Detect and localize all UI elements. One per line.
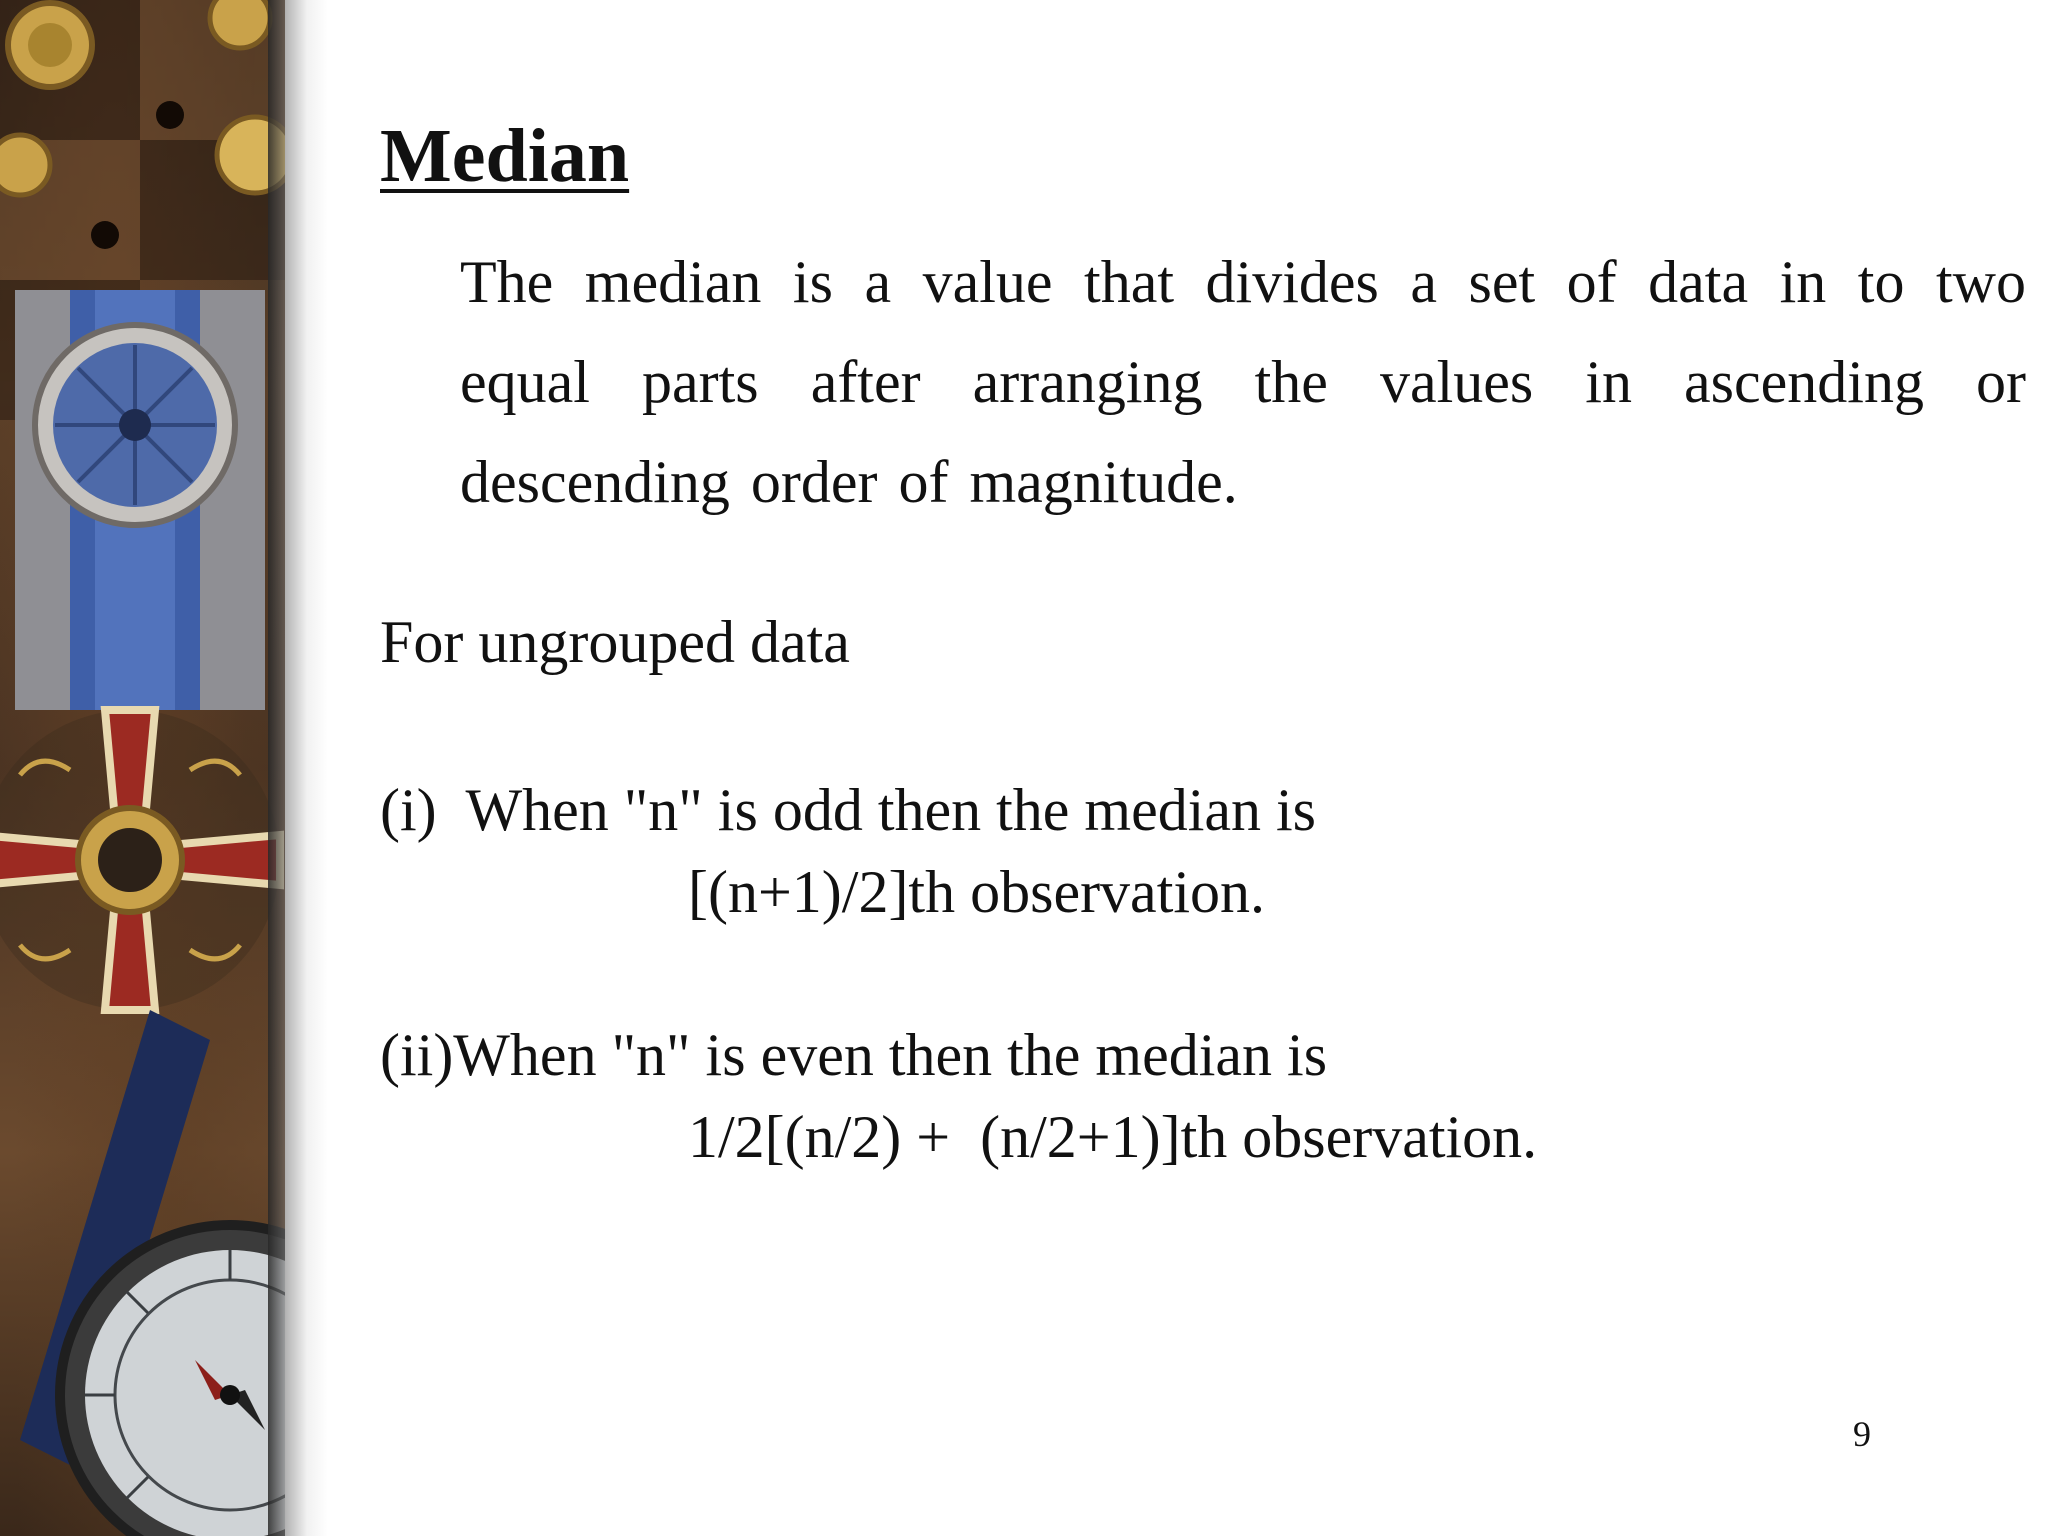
page-number: 9 [1853, 1414, 1871, 1454]
even-case-text: (ii)When "n" is even then the median is [380, 1022, 1328, 1088]
collage-illustration [0, 0, 285, 1536]
ungrouped-data-heading: For ungrouped data [380, 609, 850, 675]
image-edge-shadow [268, 0, 328, 1536]
odd-case-text: (i) When "n" is odd then the median is [380, 777, 1317, 843]
medal-compass-collage-image [0, 0, 285, 1536]
even-case-formula: 1/2[(n/2) + (n/2+1)]th observation. [688, 1104, 1538, 1170]
slide-title: Median [380, 114, 630, 198]
odd-case-formula: [(n+1)/2]th observation. [688, 859, 1266, 925]
median-definition: The median is a value that divides a set of data in to two equal parts after arranging the values in ascending or descending order of magnitude. [460, 249, 2026, 515]
